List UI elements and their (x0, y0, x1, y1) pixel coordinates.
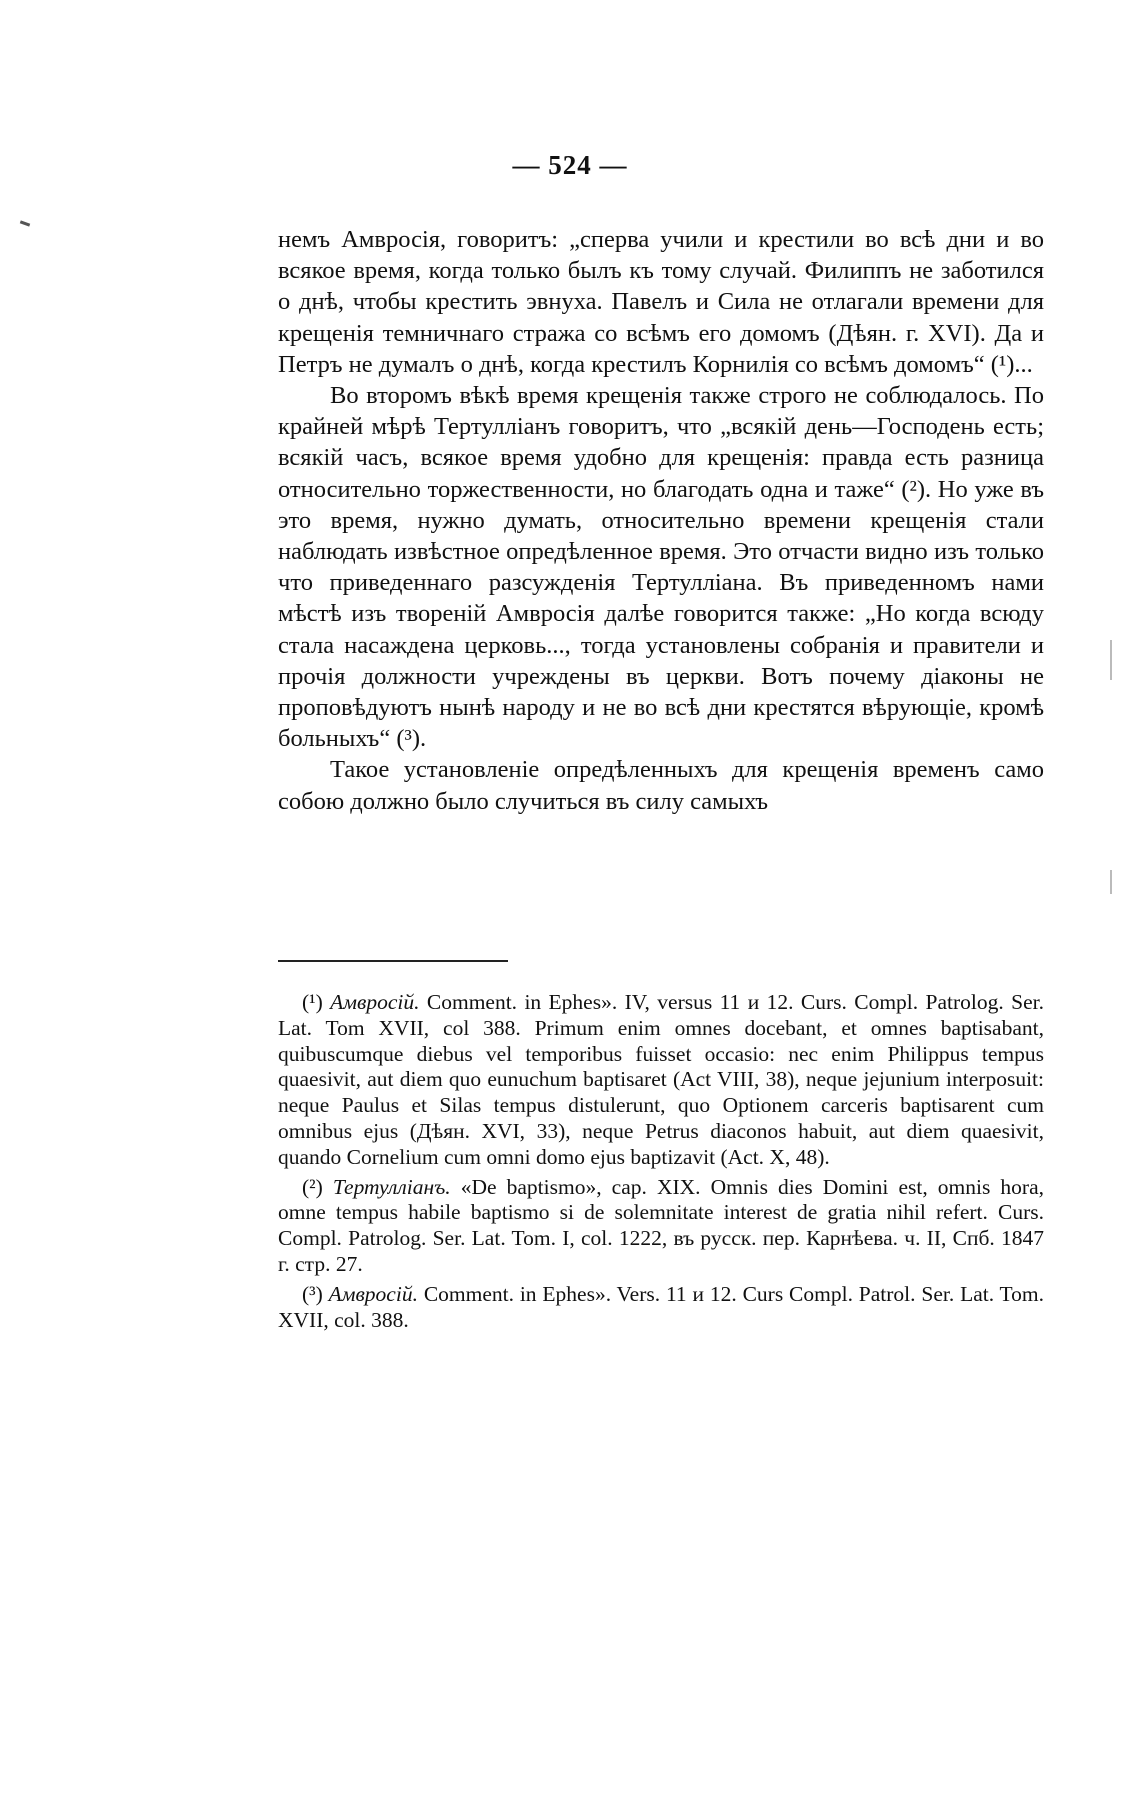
paragraph: Во второмъ вѣкѣ время крещенія также строго не соблюдалось. По крайней мѣрѣ Тертулліанъ говоритъ, что „всякій день—Господень есть; всякій часъ, всякое время удобно для крещенія: правда есть разница относительно торжественности, но благодать одна и таже“ (²). Но уже въ это время, нужно думать, относительно времени крещенія стали наблюдать извѣстное опредѣленное время. Это отчасти видно изъ только что приведеннаго разсужденія Тертулліана. Въ приведенномъ нами мѣстѣ изъ твореній Амвросія далѣе говорится также: „Но когда всюду стала насаждена церковь..., тогда установлены собранія и правители и прочія должности учреждены въ церкви. Вотъ почему діаконы не проповѣдуютъ нынѣ народу и не во всѣ дни крестятся вѣрующіе, кромѣ больныхъ“ (³). (278, 382, 1044, 753)
footnote-mark: (³) (302, 1281, 323, 1306)
footnote (278, 990, 1044, 1171)
footnotes (278, 990, 1044, 1333)
footnote-mark: (¹) (302, 990, 323, 1014)
margin-bar (1110, 640, 1112, 680)
paragraph: Такое установленіе опредѣленныхъ для крещенія временъ само собою должно было случиться въ силу самыхъ (278, 756, 1044, 815)
footnote (278, 1175, 1044, 1278)
footnote-author: Амвросій. (328, 1281, 418, 1306)
footnote-text: Comment. in Ephes». Vers. 11 и 12. Curs Compl. Patrol. Ser. Lat. Tom. XVII, col. 388. (278, 1281, 1045, 1332)
footnote-text: Comment. in Ephes». IV, versus 11 и 12. Curs. Compl. Patrolog. Ser. Lat. Tom XVII, col 388. Primum enim omnes docebant, et omnes baptisabant, quibuscumque diebus vel temporibus fuisset occasio: nec enim Philippus tempus quaesivit, aut diem quo eunuchum baptisaret (Act VIII, 38), neque jejunium interposuit: neque Paulus et Silas tempus distulerunt, quo Optionem carceris baptisarent cum omnibus ejus (Дѣян. XVI, 33), neque Petrus diaconos habuit, aut diem quaesivit, quando Cornelium cum omni domo ejus baptizavit (Act. X, 48). (278, 990, 1044, 1169)
paragraph: немъ Амвросія, говоритъ: „сперва учили и крестили во всѣ дни и во всякое время, когда только былъ къ тому случай. Филиппъ не заботился о днѣ, чтобы крестить эвнуха. Павелъ и Сила не отлагали времени для крещенія темничнаго стража со всѣмъ его домомъ (Дѣян. г. XVI). Да и Петръ не думалъ о днѣ, когда крестилъ Корнилія со всѣмъ домомъ“ (¹)... (278, 226, 1044, 378)
footnote-separator (278, 960, 508, 962)
footnote (278, 1282, 1044, 1334)
footnote-author: Тертулліанъ. (332, 1174, 451, 1199)
main-text (278, 224, 1044, 817)
page-number: — 524 — (512, 150, 628, 180)
footnote-mark: (²) (302, 1174, 323, 1199)
margin-mark (20, 220, 30, 226)
footnote-text: «De baptismo», cap. XIX. Omnis dies Domini est, omnis hora, omne tempus habile baptismo si de solemnitate interest de gratia nihil refert. Curs. Compl. Patrolog. Ser. Lat. Tom. I, col. 1222, въ русск. пер. Карнѣева. ч. II, Спб. 1847 г. стр. 27. (278, 1174, 1045, 1276)
footnote-author: Амвросій. (330, 990, 420, 1014)
margin-bar (1110, 870, 1112, 894)
